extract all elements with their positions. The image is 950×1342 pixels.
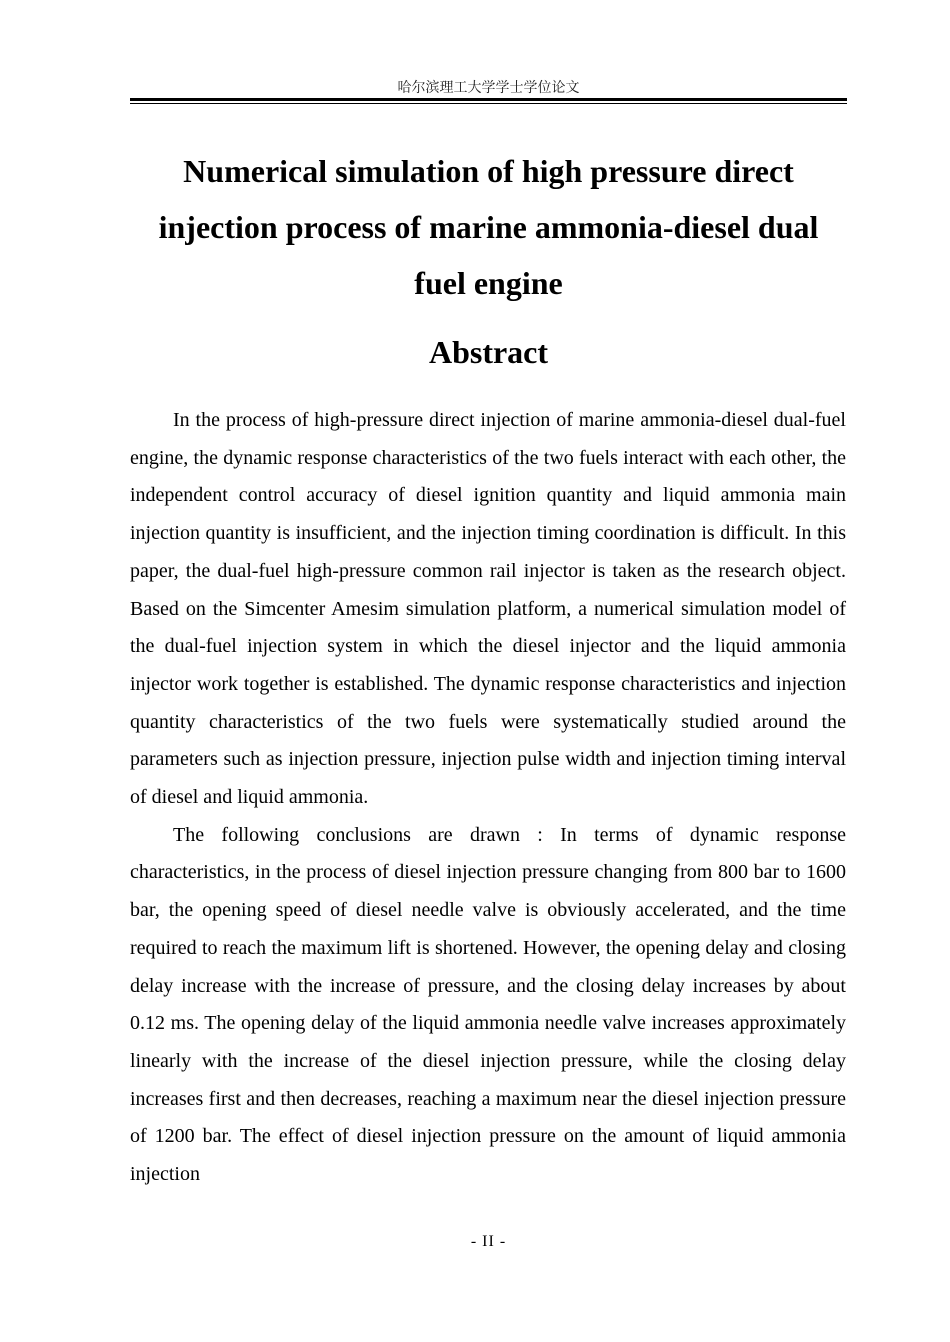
abstract-heading: Abstract	[428, 334, 549, 370]
header-rule-thick	[130, 98, 847, 101]
abstract-paragraph-2: The following conclusions are drawn : In terms of dynamic response characteristics, in the process of diesel injection pressure changing from 800 bar to 1600 bar, the opening speed of diesel needle valve is obviously accelerated, and the time required to reach the maximum lift is shortened. However, the opening delay and closing delay increase with the increase of pressure, and the closing delay increases by about 0.12 ms. The opening delay of the liquid ammonia needle valve increases approximately linearly with the increase of the diesel injection pressure, while the closing delay increases first and then decreases, reaching a maximum near the diesel injection pressure of 1200 bar. The effect of diesel injection pressure on the amount of liquid ammonia injection	[130, 823, 846, 1186]
page-number: - II -	[470, 1233, 507, 1250]
header-rule-thin	[130, 103, 847, 104]
abstract-body	[130, 402, 846, 1194]
abstract-paragraph-1: In the process of high-pressure direct injection of marine ammonia-diesel dual-fuel engine, the dynamic response characteristics of the two fuels interact with each other, the independent control accuracy of diesel ignition quantity and liquid ammonia main injection quantity is insufficient, and the injection timing coordination is difficult. In this paper, the dual-fuel high-pressure common rail injector is taken as the research object. Based on the Simcenter Amesim simulation platform, a numerical simulation model of the dual-fuel injection system in which the diesel injector and the liquid ammonia injector work together is established. The dynamic response characteristics and injection quantity characteristics of the two fuels were systematically studied around the parameters such as injection pressure, injection pulse width and injection timing interval of diesel and liquid ammonia.	[130, 409, 846, 809]
running-header: 哈尔滨理工大学学士学位论文	[397, 80, 580, 96]
paper-title: Numerical simulation of high pressure direct injection process of marine ammonia-diesel dual fuel engine	[158, 153, 819, 301]
